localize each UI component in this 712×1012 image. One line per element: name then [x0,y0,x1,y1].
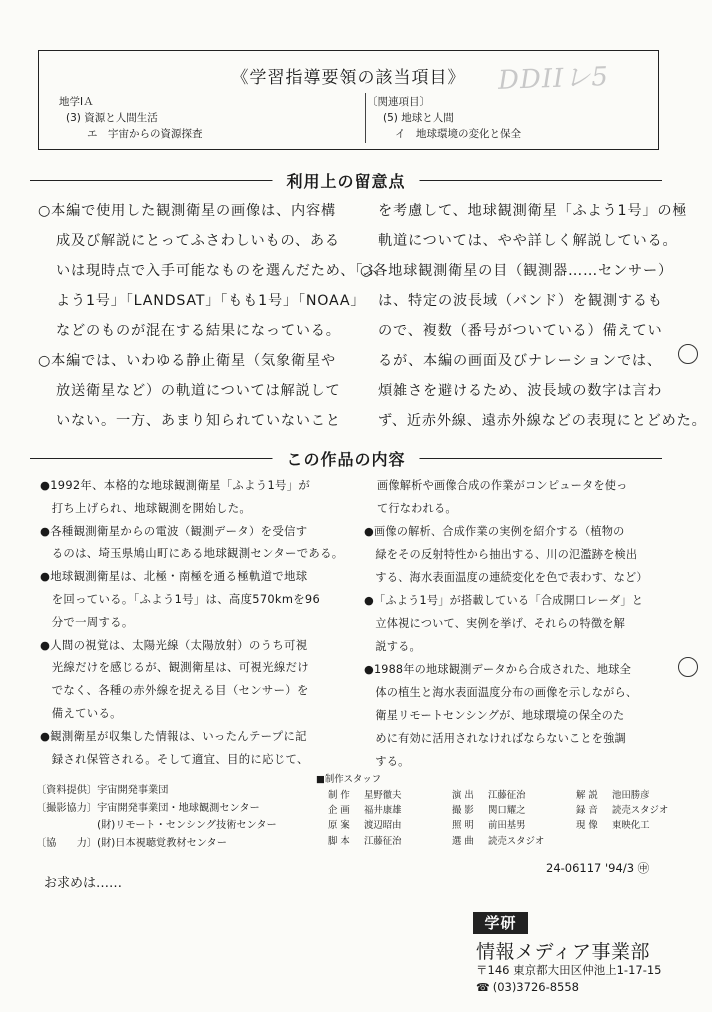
staff-role: 現像 [576,820,601,832]
guidelines-box [38,50,659,150]
staff-entry [576,788,668,803]
staff-entry [328,788,402,803]
notes-line: ○本編では、いわゆる静止衛星（気象衛星や [38,353,336,369]
staff-name: 星野徹夫 [364,790,402,801]
notes-line: いない。一方、あまり知られていないこと [56,413,341,429]
notes-line: いは現時点で入手可能なものを選んだため、「ふ [56,263,379,279]
staff-entry [452,818,544,833]
notes-line: ず、近赤外線、遠赤外線などの表現にとどめた。 [378,413,707,429]
contents-line: ●人間の視覚は、太陽光線（太陽放射）のうち可視 [40,637,308,652]
contents-line: 画像解析や画像合成の作業がコンピュータを使っ [377,479,628,492]
staff-role: 原案 [328,820,353,832]
staff-name: 江藤征治 [488,790,526,801]
contents-line: ●「ふよう1号」が搭載している「合成開口レーダ」と [364,594,644,607]
guideline-subitem: エ 宇宙からの資源探査 [87,128,203,140]
staff-role: 解説 [576,790,601,801]
contents-line: でなく、各種の赤外線を捉える目（センサー）を [40,683,309,698]
contents-line: めに有効に活用されなければならないことを強調 [364,732,626,745]
contents-line: て行なわれる。 [377,502,457,515]
handwritten-note: DDIIレ5 [497,62,610,96]
notes-right-column [360,196,707,436]
staff-entry [576,818,668,833]
staff-entry [452,803,544,818]
punch-hole-lower [678,657,698,677]
contents-line: 立体視について、実例を挙げ、それらの特徴を解 [364,617,626,630]
contents-line: ●1988年の地球観測データから合成された、地球全 [364,663,631,676]
contents-line: 打ち上げられ、地球観測を開始した。 [40,500,252,515]
guidelines-divider [365,93,366,143]
guidelines-title: 《学習指導要領の該当項目》 [231,68,466,88]
credit-line: 〔資料提供〕宇宙開発事業団 [36,785,169,796]
contents-line: 緑をその反射特性から抽出する、川の氾濫跡を検出 [364,548,638,561]
contents-line: する、海水表面温度の連続変化を色で表わす、など） [364,571,648,584]
notes-line: を考慮して、地球観測衛星「ふよう1号」の極 [378,203,688,219]
staff-name: 読売スタジオ [612,805,669,817]
related-item: (5) 地球と人間 [383,112,454,124]
staff-entry [452,788,544,803]
publisher-phone [476,980,579,994]
staff-name: 福井康雄 [364,805,402,817]
guideline-subject: 地学ⅠＡ [59,96,94,108]
staff-entry [328,803,402,818]
contents-line: ●観測衛星が収集した情報は、いったんテープに記 [40,728,307,743]
staff-name: 渡辺昭由 [364,820,402,832]
staff-entry [576,803,668,818]
notes-line: ○本編で使用した観測衛星の画像は、内容構 [38,203,336,219]
staff-column [576,788,668,834]
notes-line: ○各地球観測衛星の目（観測器……センサー） [360,263,673,279]
credit-line: (財)リモート・センシング技術センター [36,820,277,831]
contents-line: ●各種観測衛星からの電波（観測データ）を受信す [40,523,308,538]
notes-header [30,170,662,190]
contents-right-column [364,474,648,773]
notes-line: 放送衛星など）の軌道については解説して [56,383,341,399]
contents-line: 備えている。 [40,705,122,720]
notes-left-column [38,196,378,436]
contents-line: ●画像の解析、合成作業の実例を紹介する（植物の [364,525,625,538]
credit-line: 〔撮影協力〕宇宙開発事業団・地球観測センター [36,802,260,814]
notes-title: 利用上の留意点 [272,169,419,192]
notes-line: るが、本編の画面及びナレーションでは、 [378,353,662,369]
gakken-logo: 学研 [473,912,528,934]
contents-line: 分で一周する。 [40,614,134,629]
contents-title: この作品の内容 [272,447,419,470]
related-subitem: イ 地球環境の変化と保全 [395,128,521,140]
notes-line: 煩雑さを避けるため、波長域の数字は言わ [378,383,663,399]
catalog-code: 24-06117 '94/3 ㊥ [546,861,650,875]
staff-name: 読売スタジオ [488,835,545,847]
staff-role: 照明 [452,820,477,832]
staff-column [452,788,544,849]
contents-line: 衛星リモートセンシングが、地球環境の保全のた [364,709,625,722]
staff-role: 撮影 [452,805,477,817]
staff-name: 江藤征治 [364,835,402,847]
phone-icon: ☎ [476,981,490,994]
notes-line: よう1号」「LANDSAT」「もも1号」「NOAA」 [56,293,366,309]
staff-title: ■制作スタッフ [316,774,382,785]
staff-entry [452,834,544,849]
staff-role: 演出 [452,790,477,801]
staff-role: 脚本 [328,835,353,847]
notes-line: 成及び解説にとってふさわしいもの、ある [56,233,340,249]
contents-line: する。 [364,755,410,768]
staff-name: 池田勝彦 [612,790,650,801]
order-text: お求めは…… [44,876,123,891]
notes-line: 軌道については、やや詳しく解説している。 [378,233,678,249]
staff-role: 制作 [328,790,353,801]
notes-line: などのものが混在する結果になっている。 [56,323,341,339]
contents-line: を回っている。「ふよう1号」は、高度570kmを96 [40,591,320,606]
staff-column [328,788,402,849]
credits-block [36,782,277,852]
phone-number: (03)3726-8558 [492,980,579,994]
contents-line: ●地球観測衛星は、北極・南極を通る極軌道で地球 [40,569,308,584]
credit-line: 〔協 力〕(財)日本視聴覚教材センター [36,837,227,849]
staff-entry [328,818,402,833]
notes-line: は、特定の波長域（バンド）を観測するも [378,293,663,309]
staff-name: 前田基男 [488,820,526,832]
contents-line: 光線だけを感じるが、観測衛星は、可視光線だけ [40,660,309,675]
staff-entry [328,834,402,849]
contents-line: 体の植生と海水表面温度分布の画像を示しながら、 [364,686,638,699]
contents-line: 録され保管される。そして適宜、目的に応じて、 [40,751,309,766]
contents-left-column [40,474,344,770]
publisher-address: 〒146 東京都大田区仲池上1-17-15 [476,963,662,977]
staff-role: 録音 [576,805,601,817]
staff-name: 東映化工 [612,820,650,832]
contents-line: 説する。 [364,640,421,653]
contents-line: るのは、埼玉県鳩山町にある地球観測センターである。 [40,546,344,561]
related-heading: 〔関連項目〕 [367,96,430,108]
contents-header [30,448,662,468]
staff-role: 選曲 [452,835,477,847]
department-name: 情報メディア事業部 [476,941,650,963]
staff-name: 関口耀之 [488,805,526,817]
guideline-item: (3) 資源と人間生活 [66,112,158,124]
contents-line: ●1992年、本格的な地球観測衛星「ふよう1号」が [40,478,311,492]
notes-line: ので、複数（番号がついている）備えてい [378,323,663,339]
staff-role: 企画 [328,805,353,817]
